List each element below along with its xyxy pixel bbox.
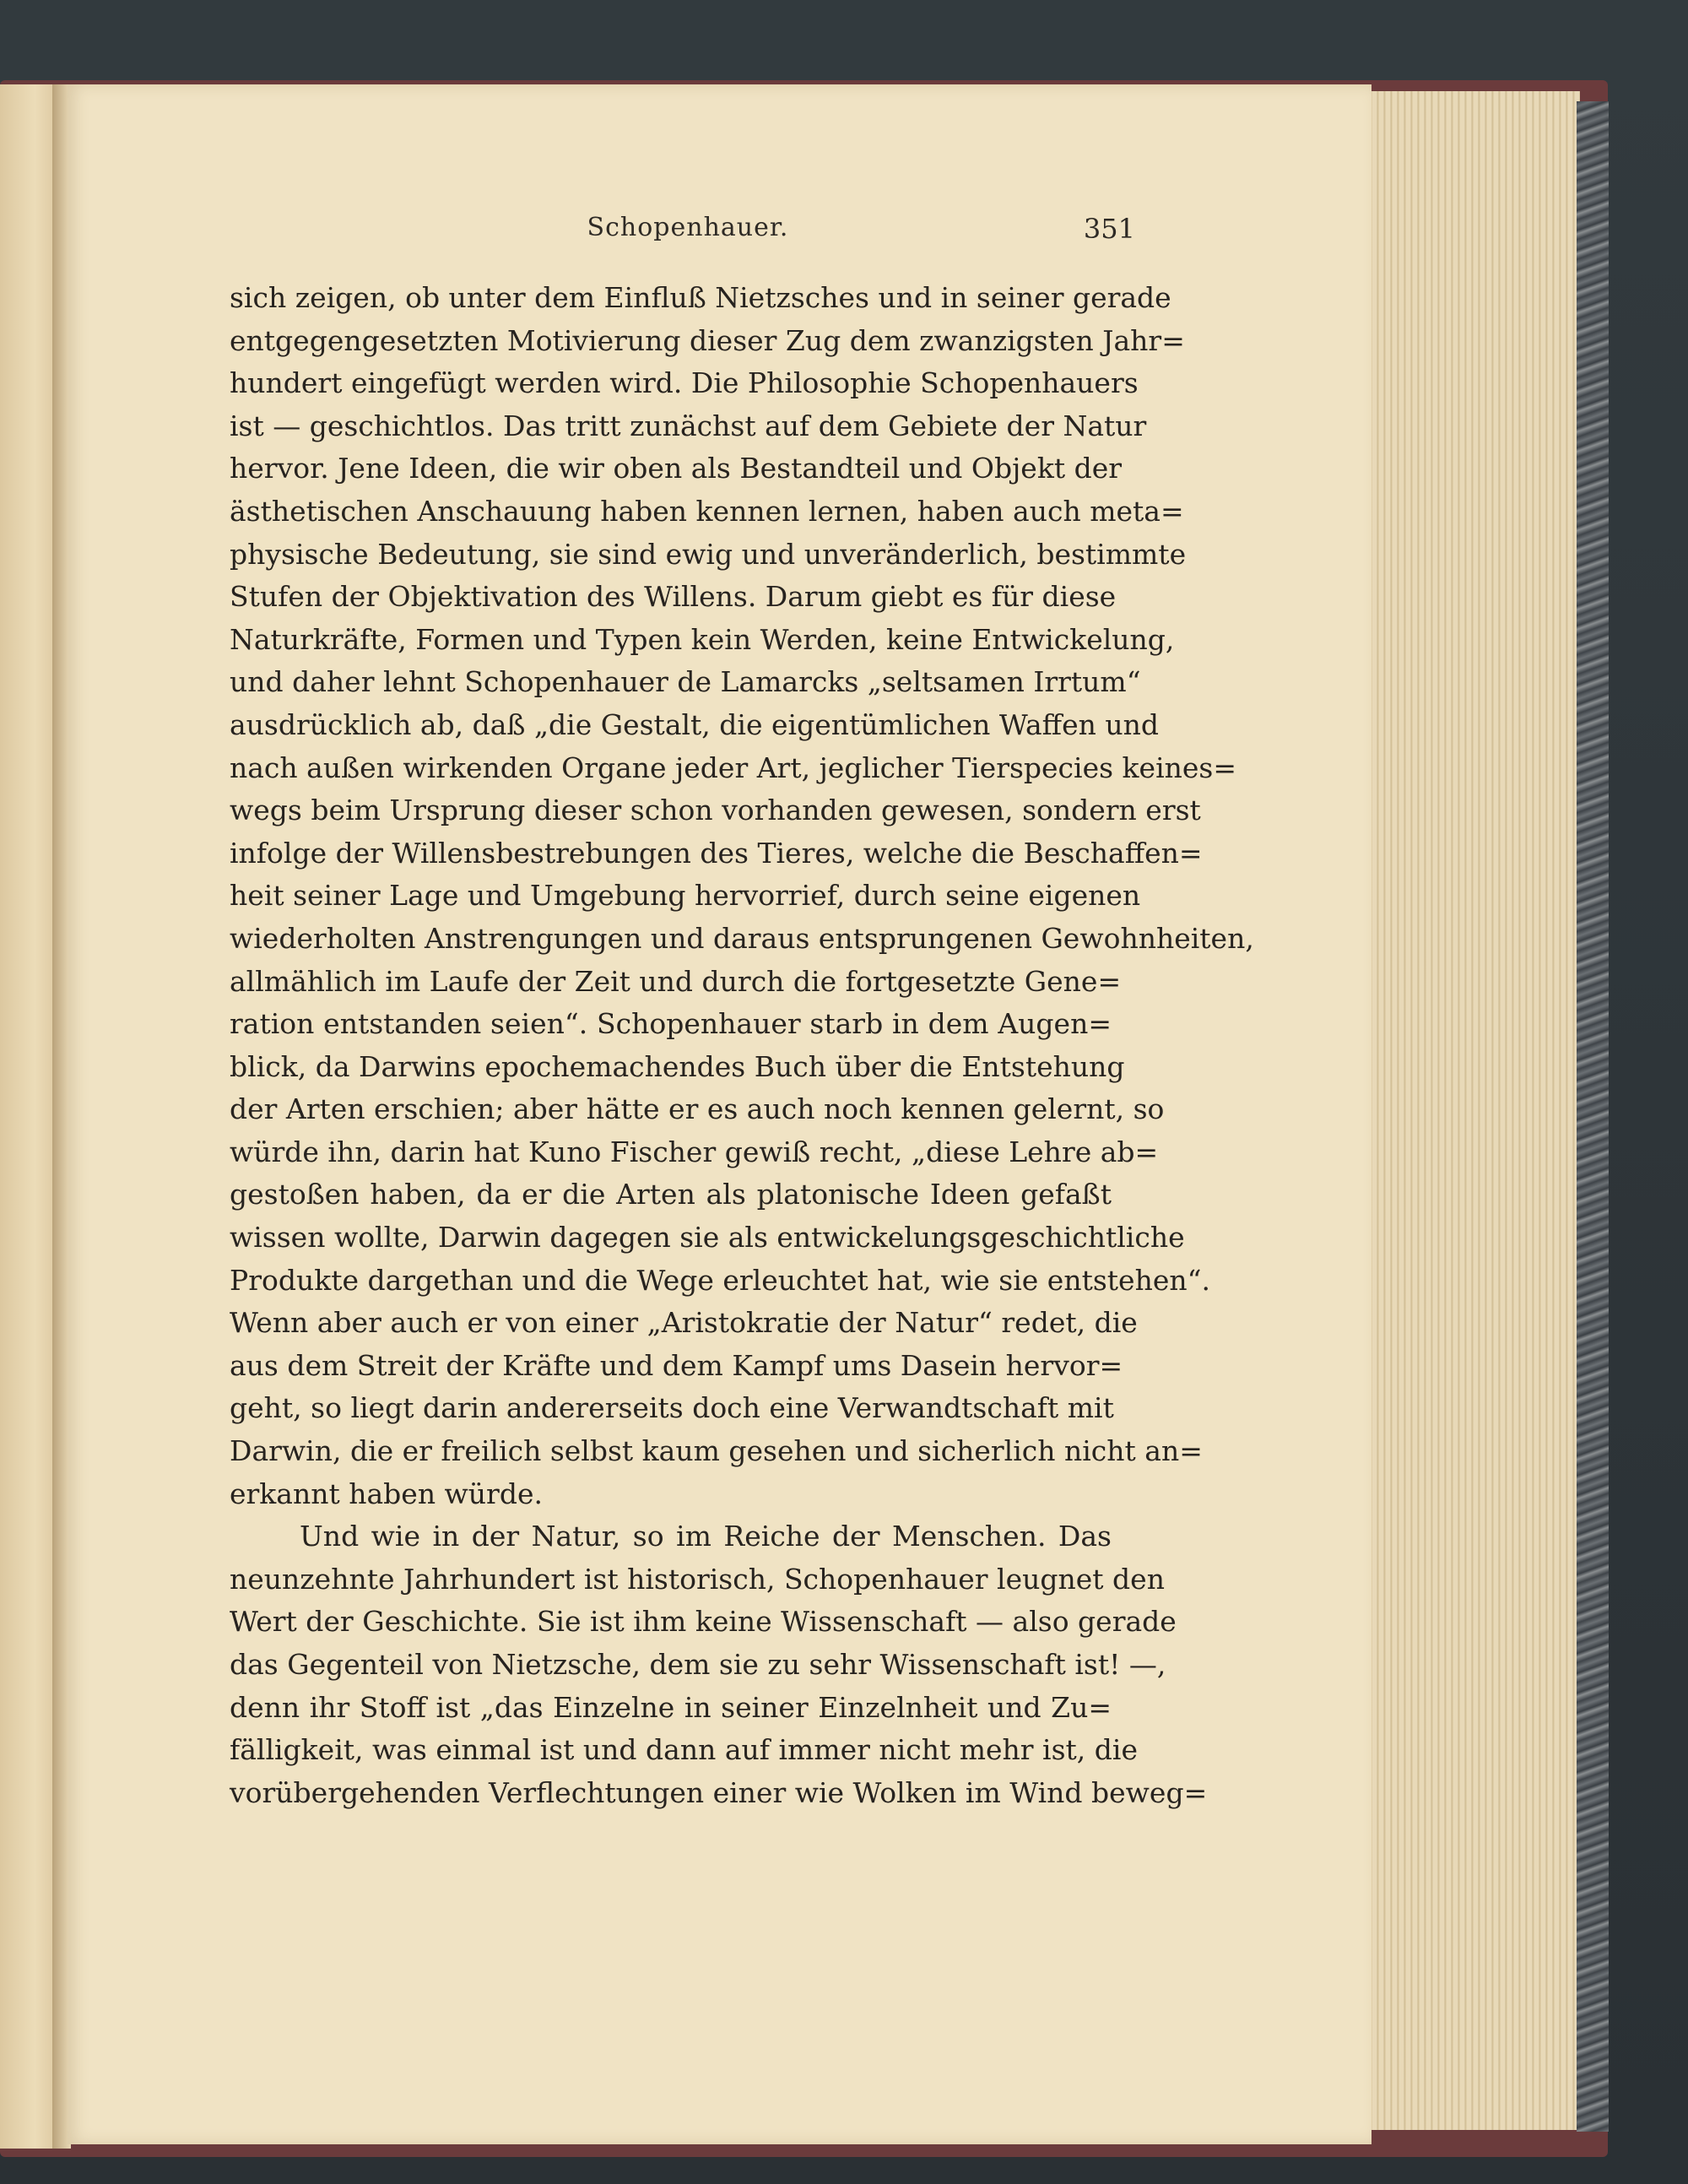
text-line: ausdrücklich ab, daß „die Gestalt, die eigentümlichen Waffen und [230, 707, 1159, 741]
text-line: wiederholten Anstrengungen und daraus entsprungenen Gewohnheiten, [230, 921, 1254, 955]
text-line: nach außen wirkenden Organe jeder Art, jeglicher Tierspecies keines= [230, 751, 1236, 784]
text-line: hervor. Jene Ideen, die wir oben als Bestandteil und Objekt der [230, 452, 1123, 485]
text-line: Wenn aber auch er von einer „Aristokratie der Natur“ redet, die [230, 1306, 1138, 1340]
text-line: ration entstanden seien“. Schopenhauer starb in dem Augen= [230, 1007, 1112, 1041]
text-line: Produkte dargethan und die Wege erleuchtet hat, wie sie entstehen“. [230, 1263, 1210, 1297]
text-line: der Arten erschien; aber hätte er es auch noch kennen gelernt, so [230, 1092, 1165, 1126]
page-stack-edge [1350, 91, 1580, 2130]
text-line: Wert der Geschichte. Sie ist ihm keine Wissenschaft — also gerade [230, 1605, 1177, 1639]
text-line: hundert eingefügt werden wird. Die Philosophie Schopenhauers [230, 366, 1139, 400]
text-line: allmählich im Laufe der Zeit und durch die fortgesetzte Gene= [230, 964, 1122, 998]
text-line: neunzehnte Jahrhundert ist historisch, Schopenhauer leugnet den [230, 1562, 1165, 1596]
text-line: vorübergehenden Verflechtungen einer wie Wolken im Wind beweg= [230, 1775, 1208, 1809]
text-line: heit seiner Lage und Umgebung hervorrief, durch seine eigenen [230, 879, 1141, 913]
text-line: wissen wollte, Darwin dagegen sie als entwickelungsgeschichtliche [230, 1221, 1185, 1255]
text-line: ist — geschichtlos. Das tritt zunächst auf dem Gebiete der Natur [230, 409, 1147, 442]
text-line: würde ihn, darin hat Kuno Fischer gewiß recht, „diese Lehre ab= [230, 1135, 1159, 1168]
paragraph-start-line: Und wie in der Natur, so im Reiche der Menschen. Das [300, 1520, 1112, 1553]
text-line: blick, da Darwins epochemachendes Buch über die Entstehung [230, 1049, 1125, 1083]
text-line: Stufen der Objektivation des Willens. Darum giebt es für diese [230, 580, 1117, 614]
text-line: gestoßen haben, da er die Arten als platonische Ideen gefaßt [230, 1178, 1112, 1211]
text-line: aus dem Streit der Kräfte und dem Kampf ums Dasein hervor= [230, 1348, 1123, 1382]
text-line: ästhetischen Anschauung haben kennen lernen, haben auch meta= [230, 494, 1184, 528]
marbled-fore-edge [1577, 101, 1609, 2132]
text-line: denn ihr Stoff ist „das Einzelne in seiner Einzelnheit und Zu= [230, 1690, 1112, 1724]
body-text [230, 277, 1254, 1814]
text-line: physische Bedeutung, sie sind ewig und unveränderlich, bestimmte [230, 537, 1187, 571]
text-line: fälligkeit, was einmal ist und dann auf immer nicht mehr ist, die [230, 1733, 1138, 1767]
page-number: 351 [1083, 213, 1135, 245]
paragraph-end-line: erkannt haben würde. [230, 1477, 543, 1510]
text-line: wegs beim Ursprung dieser schon vorhanden gewesen, sondern erst [230, 794, 1201, 827]
text-line: infolge der Willensbestrebungen des Tieres, welche die Beschaffen= [230, 836, 1203, 870]
text-line: Darwin, die er freilich selbst kaum gesehen und sicherlich nicht an= [230, 1434, 1203, 1468]
running-head: Schopenhauer. [587, 213, 789, 242]
text-line: das Gegenteil von Nietzsche, dem sie zu sehr Wissenschaft ist! —, [230, 1648, 1166, 1681]
text-line: entgegengesetzten Motivierung dieser Zug dem zwanzigsten Jahr= [230, 323, 1185, 357]
text-line: Naturkräfte, Formen und Typen kein Werden, keine Entwickelung, [230, 622, 1175, 656]
text-line: und daher lehnt Schopenhauer de Lamarcks „seltsamen Irrtum“ [230, 665, 1141, 699]
text-line: sich zeigen, ob unter dem Einfluß Nietzsches und in seiner gerade [230, 281, 1171, 314]
text-line: geht, so liegt darin andererseits doch eine Verwandtschaft mit [230, 1391, 1114, 1425]
